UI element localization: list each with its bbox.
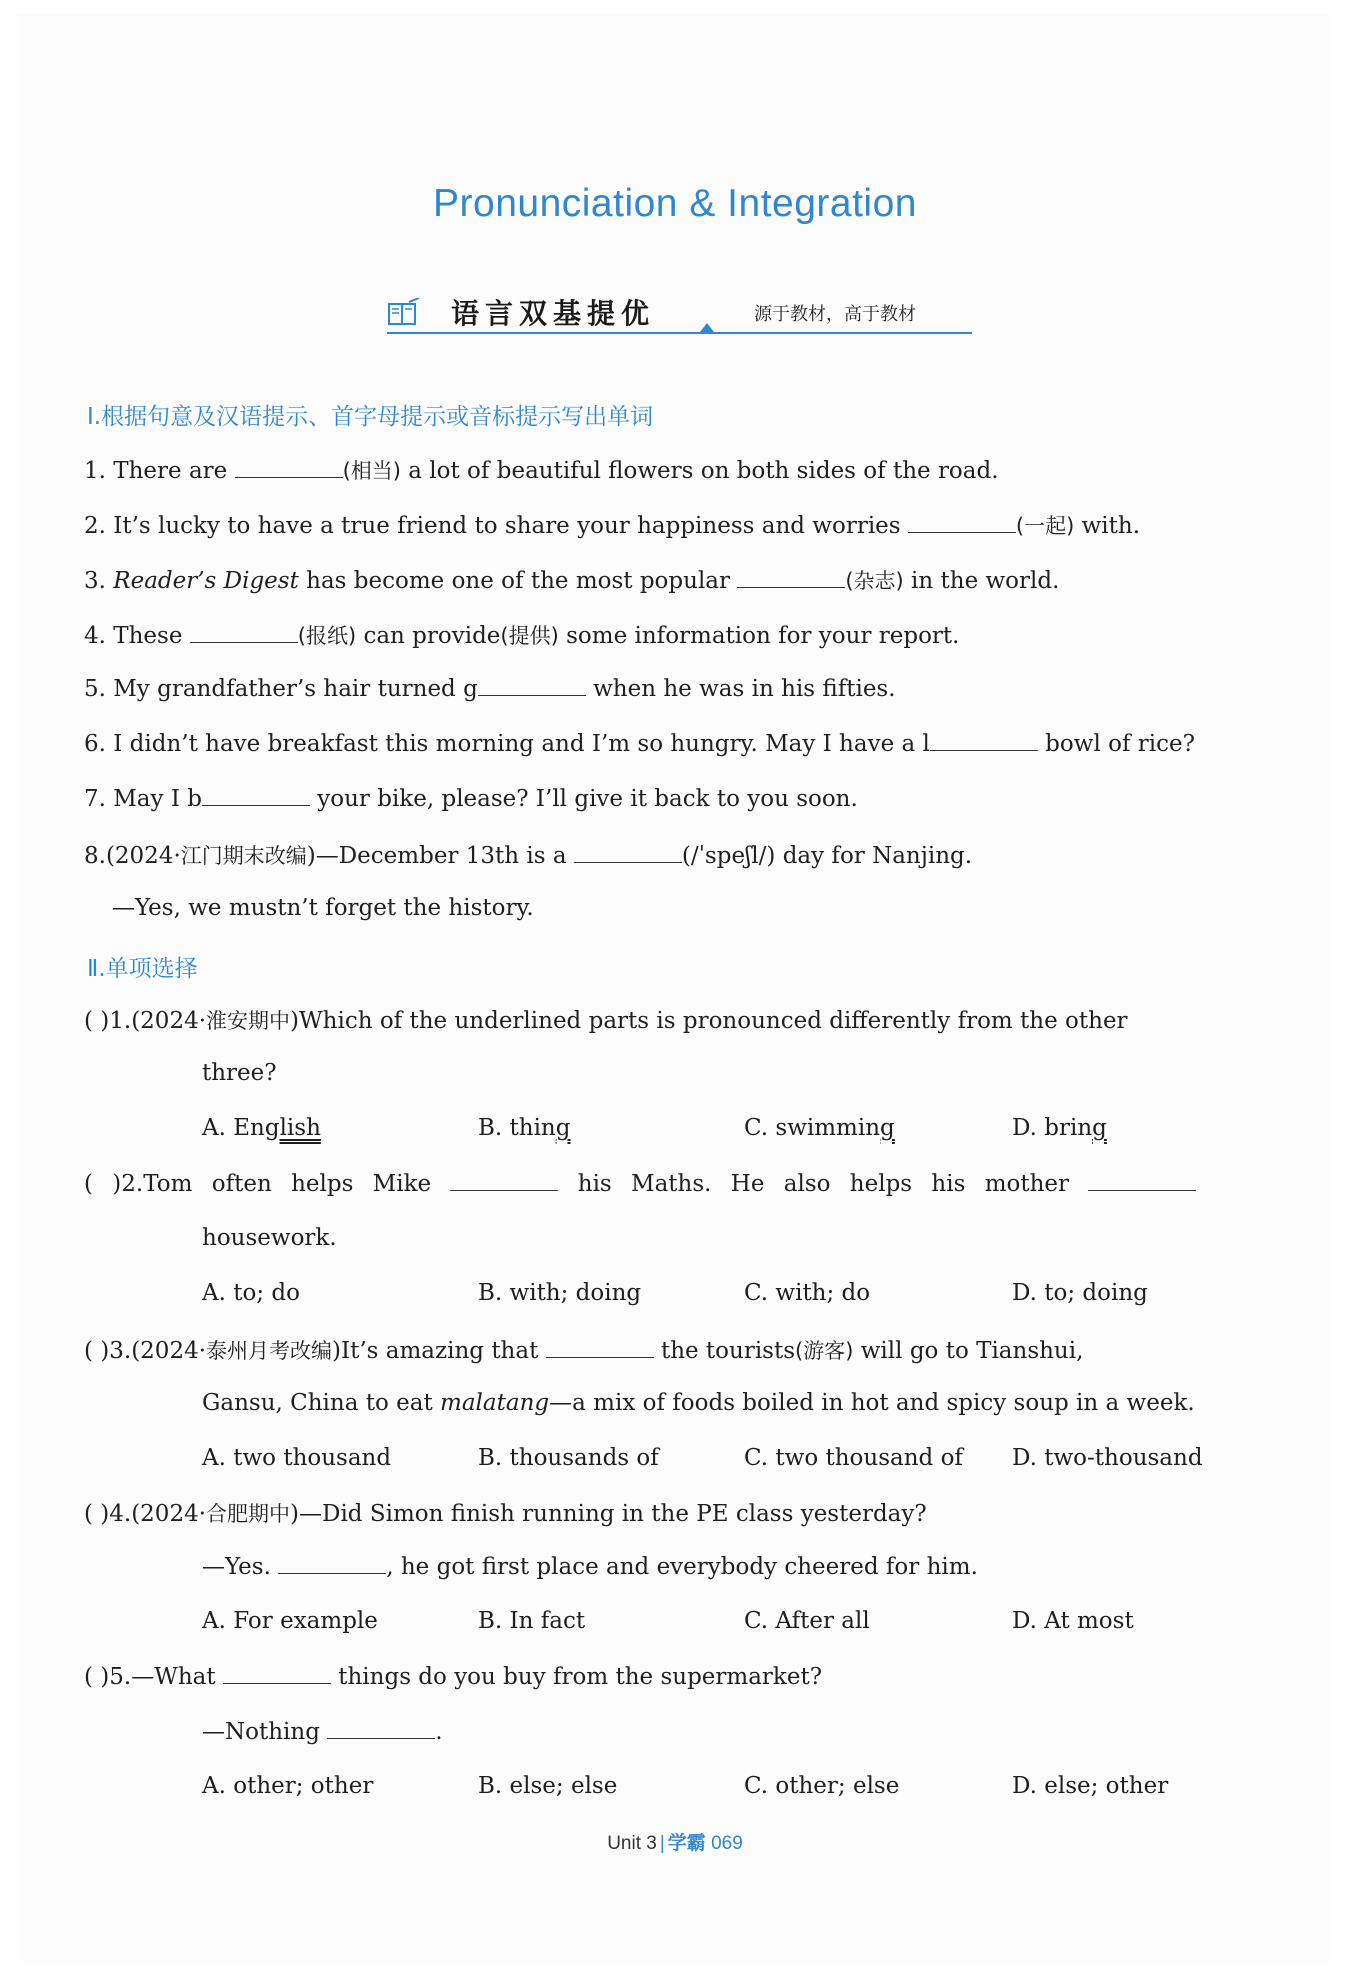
banner-triangle — [700, 323, 714, 332]
s1-item-6-text-b: bowl of rice? — [1037, 731, 1195, 757]
q3-option-c[interactable]: C. two thousand of — [744, 1445, 963, 1471]
answer-blank[interactable] — [546, 1337, 654, 1358]
q3-option-a[interactable]: A. two thousand — [202, 1445, 392, 1471]
q3-option-b[interactable]: B. thousands of — [478, 1445, 659, 1471]
q2-option-c[interactable]: C. with; do — [744, 1280, 871, 1306]
q1-option-d[interactable] — [1012, 1115, 1107, 1141]
opt-underlined: lish — [279, 1115, 321, 1141]
answer-blank[interactable] — [223, 1663, 331, 1684]
s1-item-3-num: 3. — [84, 568, 114, 594]
q4-number: ( )4.(2024· — [84, 1501, 207, 1527]
q3-food-name: malatang — [440, 1390, 550, 1416]
banner-subtitle: 源于教材，高于教材 — [754, 304, 916, 325]
q4-line1 — [84, 1498, 927, 1528]
section-2-heading: Ⅱ.单项选择 — [87, 956, 198, 982]
q5-line1 — [84, 1663, 822, 1690]
s1-item-7 — [84, 785, 858, 812]
q3-text-a: )It’s amazing that — [332, 1338, 546, 1364]
chinese-hint: (杂志) — [845, 569, 904, 593]
q3-line2 — [202, 1390, 1195, 1416]
q5-option-a[interactable]: A. other; other — [202, 1773, 374, 1799]
answer-blank[interactable] — [278, 1553, 386, 1574]
s1-item-6 — [84, 730, 1195, 757]
q1-text: )Which of the underlined parts is pronounced differently from the other — [290, 1008, 1128, 1034]
q1-option-a[interactable] — [202, 1115, 321, 1141]
q2-line2: housework. — [202, 1225, 337, 1251]
page-title: Pronunciation & Integration — [433, 182, 917, 225]
q4-line2 — [202, 1553, 978, 1580]
answer-blank[interactable] — [908, 512, 1016, 533]
q5-option-b[interactable]: B. else; else — [478, 1773, 618, 1799]
s1-item-2-text-b: with. — [1074, 513, 1141, 539]
source-tag: 合肥期中 — [206, 1502, 291, 1526]
opt-text: D. brin — [1012, 1115, 1093, 1141]
footer-brand: 学霸 — [667, 1833, 706, 1854]
s1-item-7-text-a: 7. May I b — [84, 786, 202, 812]
book-icon — [387, 298, 421, 328]
q3-number: ( )3.(2024· — [84, 1338, 207, 1364]
chinese-hint: (一起) — [1015, 514, 1075, 538]
q1-line1 — [84, 1005, 1128, 1035]
q5-line2-b: . — [435, 1719, 443, 1745]
q5-text-a: —What — [131, 1664, 223, 1690]
s1-item-7-text-b: your bike, please? I’ll give it back to you soon. — [309, 786, 858, 812]
page-footer — [0, 1828, 1350, 1855]
q5-line2-a: —Nothing — [202, 1719, 328, 1745]
q4-option-a[interactable]: A. For example — [202, 1608, 378, 1634]
q3-text-b: the tourists — [653, 1338, 796, 1364]
opt-underlined: g — [1092, 1115, 1107, 1141]
magazine-title: Reader’s Digest — [113, 568, 299, 594]
q2-line1 — [84, 1170, 1196, 1197]
q4-line2-b: , he got first place and everybody cheered for him. — [386, 1554, 978, 1580]
s1-item-4 — [84, 620, 959, 650]
q1-number: ( )1.(2024· — [84, 1008, 207, 1034]
s1-item-6-text-a: 6. I didn’t have breakfast this morning and I’m so hungry. May I have a l — [84, 731, 930, 757]
s1-item-2-text-a: 2. It’s lucky to have a true friend to share your happiness and worries — [84, 513, 908, 539]
s1-item-8-text-a: 8.(2024· — [84, 843, 181, 869]
q5-option-c[interactable]: C. other; else — [744, 1773, 900, 1799]
chinese-hint: (提供) — [500, 624, 559, 648]
chinese-hint: (相当) — [342, 459, 401, 483]
s1-item-5-text-b: when he was in his fifties. — [585, 676, 896, 702]
answer-blank[interactable] — [574, 842, 682, 863]
banner-rule — [387, 332, 972, 334]
answer-blank[interactable] — [327, 1718, 435, 1739]
s1-item-8-text-a2: )—December 13th is a — [306, 843, 574, 869]
s1-item-4-text-b: can provide — [356, 623, 501, 649]
s1-item-4-text-c: some information for your report. — [558, 623, 960, 649]
banner-title: 语言双基提优 — [451, 297, 656, 330]
chinese-hint: (游客) — [795, 1339, 854, 1363]
q5-text-b: things do you buy from the supermarket? — [330, 1664, 823, 1690]
q4-option-b[interactable]: B. In fact — [478, 1608, 586, 1634]
opt-underlined: g — [555, 1115, 571, 1141]
s1-item-1 — [84, 455, 999, 485]
s1-item-8-line2: —Yes, we mustn’t forget the history. — [112, 895, 534, 921]
opt-text: C. swimmin — [744, 1115, 881, 1141]
section-banner — [387, 290, 972, 336]
q1-option-b[interactable] — [478, 1115, 570, 1141]
q4-text-a: )—Did Simon finish running in the PE class yesterday? — [290, 1501, 927, 1527]
footer-page-number: 069 — [711, 1833, 743, 1854]
q5-line2 — [202, 1718, 443, 1745]
s1-item-8-text-b: (/ˈspeʃl/) day for Nanjing. — [681, 843, 973, 869]
answer-blank[interactable] — [478, 675, 586, 696]
q3-option-d[interactable]: D. two-thousand — [1012, 1445, 1203, 1471]
q5-option-d[interactable]: D. else; other — [1012, 1773, 1169, 1799]
q4-option-c[interactable]: C. After all — [744, 1608, 870, 1634]
q2-text-b: his Maths. He also helps his mother — [558, 1171, 1089, 1197]
s1-item-1-text-b: a lot of beautiful flowers on both sides of the road. — [400, 458, 999, 484]
answer-blank[interactable] — [930, 730, 1038, 751]
q4-option-d[interactable]: D. At most — [1012, 1608, 1134, 1634]
q2-option-d[interactable]: D. to; doing — [1012, 1280, 1148, 1306]
q2-number: ( )2. — [84, 1171, 144, 1197]
source-tag: 江门期末改编 — [180, 844, 307, 868]
q4-line2-a: —Yes. — [202, 1554, 279, 1580]
s1-item-3-text-a: has become one of the most popular — [298, 568, 738, 594]
s1-item-4-text-a: 4. These — [84, 623, 190, 649]
s1-item-3-text-b: in the world. — [903, 568, 1060, 594]
section-1-heading: Ⅰ.根据句意及汉语提示、首字母提示或音标提示写出单词 — [87, 404, 654, 430]
source-tag: 泰州月考改编 — [206, 1339, 333, 1363]
q3-text-c: will go to Tianshui, — [853, 1338, 1084, 1364]
answer-blank[interactable] — [235, 457, 343, 478]
opt-underlined: g — [880, 1115, 895, 1141]
q3-line2-b: —a mix of foods boiled in hot and spicy soup in a week. — [549, 1390, 1195, 1416]
answer-blank[interactable] — [1088, 1170, 1196, 1191]
s1-item-2 — [84, 510, 1140, 540]
q2-option-a[interactable]: A. to; do — [202, 1280, 300, 1306]
q3-line2-a: Gansu, China to eat — [202, 1390, 441, 1416]
s1-item-3 — [84, 565, 1059, 595]
s1-item-8 — [84, 840, 972, 870]
q1-line2: three? — [202, 1060, 277, 1086]
answer-blank[interactable] — [190, 622, 298, 643]
footer-unit: Unit 3 — [607, 1833, 657, 1854]
footer-separator: | — [659, 1833, 665, 1854]
opt-text: A. Eng — [202, 1115, 280, 1141]
source-tag: 淮安期中 — [206, 1009, 291, 1033]
q2-option-b[interactable]: B. with; doing — [478, 1280, 642, 1306]
answer-blank[interactable] — [450, 1170, 558, 1191]
s1-item-5 — [84, 675, 896, 702]
s1-item-5-text-a: 5. My grandfather’s hair turned g — [84, 676, 478, 702]
s1-item-1-text-a: 1. There are — [84, 458, 235, 484]
q1-option-c[interactable] — [744, 1115, 895, 1141]
opt-text: B. thin — [478, 1115, 556, 1141]
q3-line1 — [84, 1335, 1083, 1365]
q5-number: ( )5. — [84, 1664, 132, 1690]
chinese-hint: (报纸) — [297, 624, 357, 648]
answer-blank[interactable] — [737, 567, 845, 588]
answer-blank[interactable] — [202, 785, 310, 806]
q2-text-a: Tom often helps Mike — [143, 1171, 451, 1197]
